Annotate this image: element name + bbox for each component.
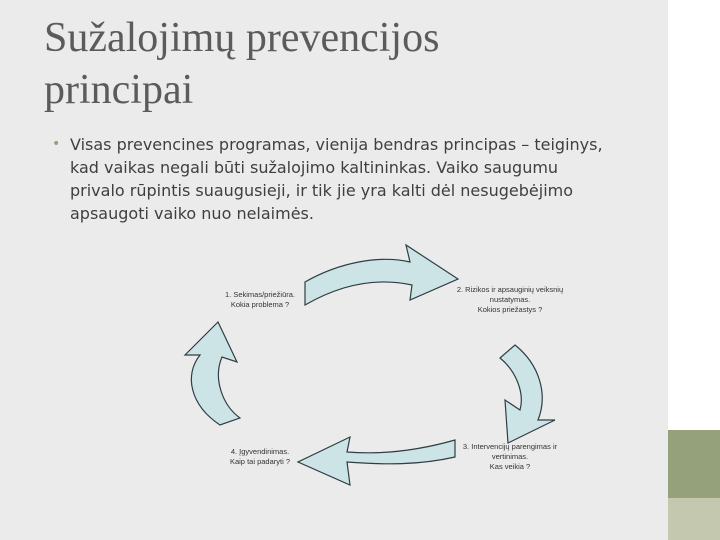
cycle-step-3	[445, 442, 575, 472]
cycle-step-3-line2: vertinimas.	[491, 452, 529, 461]
cycle-step-4	[205, 447, 315, 467]
arrow-bottom-left	[298, 437, 455, 485]
cycle-step-3-line1: 3. Intervencijų parengimas ir	[462, 442, 558, 451]
bullet-text: Visas prevencines programas, vienija bendras principas – teiginys, kad vaikas negali būti sužalojimo kaltininkas. Vaiko saugumu privalo rūpintis suaugusieji, ir tik jie yra kalti dėl nesugebėjimo apsaugoti vaiko nuo nelaimės.	[70, 135, 603, 223]
cycle-step-2-line2: nustatymas.	[489, 295, 531, 304]
cycle-step-3-line3: Kas veikia ?	[489, 462, 531, 471]
arrow-right-down	[500, 345, 555, 443]
cycle-step-2	[440, 285, 580, 315]
cycle-step-1-line1: 1. Sekimas/priežiūra.	[224, 290, 296, 299]
bullet-marker: •	[52, 136, 61, 152]
arrow-left-up	[185, 322, 240, 425]
cycle-step-1	[200, 290, 320, 310]
arrow-top-right	[305, 245, 458, 305]
cycle-step-2-line3: Kokios priežastys ?	[477, 305, 543, 314]
cycle-step-1-line2: Kokia problema ?	[230, 300, 290, 309]
slide-title-line2: principai	[44, 67, 194, 113]
cycle-step-2-line1: 2. Rizikos ir apsauginių veiksnių	[456, 285, 564, 294]
slide-title-line1: Sužalojimų prevencijos	[44, 15, 440, 61]
cycle-step-4-line1: 4. Įgyvendinimas.	[230, 447, 290, 456]
cycle-step-4-line2: Kaip tai padaryti ?	[229, 457, 291, 466]
